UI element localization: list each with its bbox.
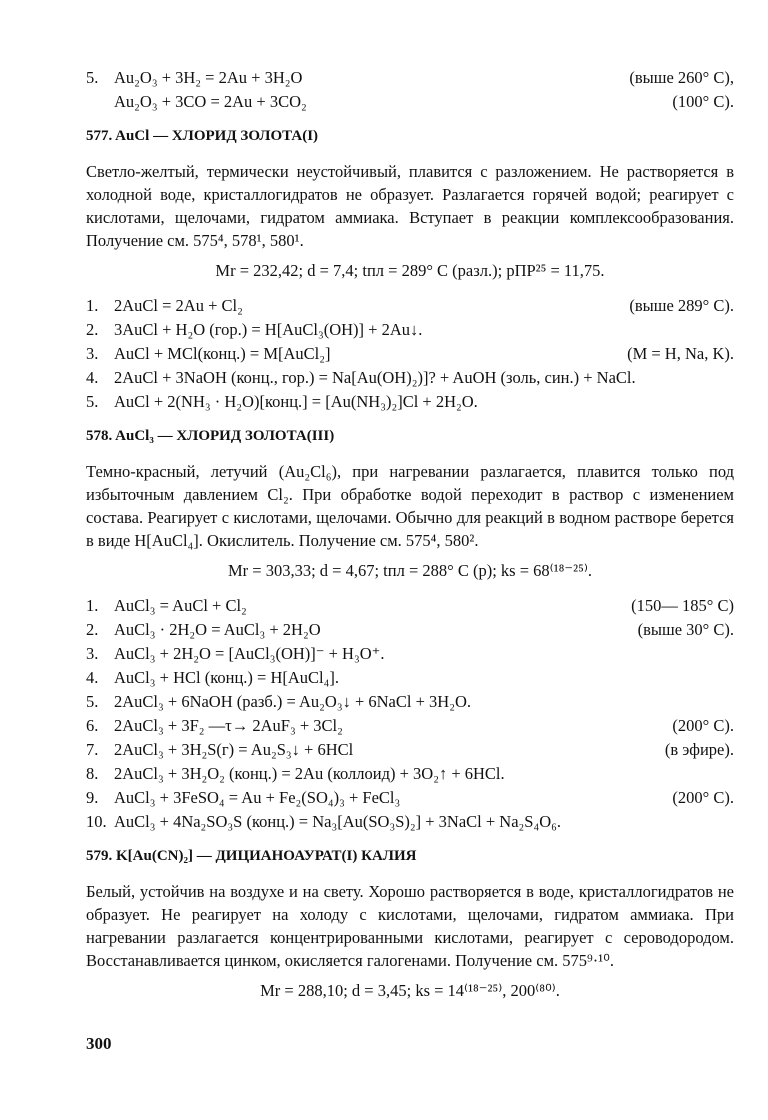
reaction-number: 1.	[86, 596, 99, 615]
reaction-line	[86, 786, 734, 810]
reaction-line	[86, 738, 734, 762]
reaction-line	[86, 714, 734, 738]
reaction-line	[86, 366, 734, 390]
reaction-number: 5.	[86, 692, 99, 711]
reaction-number: 5.	[86, 392, 99, 411]
section-properties: Mr = 288,10; d = 3,45; ks = 14⁽¹⁸⁻²⁵⁾, 200⁽⁸⁰⁾.	[260, 981, 560, 1000]
reaction-number: 4.	[86, 368, 99, 387]
reaction-equation: 3AuCl + H₂O (гор.) = H[AuCl₃(OH)] + 2Au↓.	[114, 320, 423, 339]
reaction-equation: AuCl₃ + HCl (конц.) = H[AuCl₄].	[114, 668, 339, 687]
reaction-condition: (выше 30° C).	[637, 620, 734, 639]
reaction-number: 6.	[86, 716, 99, 735]
reaction-condition: (200° C).	[672, 788, 734, 807]
section-heading: 577. AuCl — ХЛОРИД ЗОЛОТА(I)	[86, 128, 319, 144]
reaction-list	[86, 294, 734, 414]
page-content	[86, 66, 734, 1014]
reaction-list	[86, 594, 734, 834]
reaction-line	[86, 294, 734, 318]
reaction-condition: (выше 289° C).	[629, 296, 734, 315]
reaction-condition: (M = H, Na, K).	[627, 344, 734, 363]
section-577	[86, 126, 734, 414]
reaction-condition: (в эфире).	[664, 740, 734, 759]
reaction-number: 2.	[86, 620, 99, 639]
reaction-line	[86, 690, 734, 714]
section-description: Светло-желтый, термически неустойчивый, плавится с разложением. Не растворяется в холодной воде, кристаллогидратов не образует. Разлагается горячей водой; реагирует с кислотами, щелочами, гидратом аммиака. Вступает в реакции комплексообразования. Получение см. 575⁴, 578¹, 580¹.	[86, 162, 734, 250]
reaction-number: 2.	[86, 320, 99, 339]
reaction-equation: AuCl₃ · 2H₂O = AuCl₃ + 2H₂O	[114, 620, 321, 639]
reaction-equation: AuCl₃ = AuCl + Cl₂	[114, 596, 247, 615]
reaction-number: 5.	[86, 68, 99, 87]
section-578	[86, 426, 734, 834]
reaction-number: 10.	[86, 812, 107, 831]
reaction-line	[86, 810, 734, 834]
reaction-equation: AuCl₃ + 4Na₂SO₃S (конц.) = Na₃[Au(SO₃S)₂] + 3NaCl + Na₂S₄O₆.	[114, 812, 562, 831]
reaction-equation: Au₂O₃ + 3H₂ = 2Au + 3H₂O	[114, 68, 303, 87]
top-reactions	[86, 66, 734, 114]
reaction-equation: AuCl₃ + 3FeSO₄ = Au + Fe₂(SO₄)₃ + FeCl₃	[114, 788, 401, 807]
section-heading: 578. AuCl₃ — ХЛОРИД ЗОЛОТА(III)	[86, 428, 335, 444]
reaction-number: 1.	[86, 296, 99, 315]
reaction-number: 3.	[86, 344, 99, 363]
reaction-line	[86, 66, 734, 90]
section-properties: Mr = 232,42; d = 7,4; tпл = 289° C (разл.); pПP²⁵ = 11,75.	[215, 261, 605, 280]
reaction-condition: (выше 260° C),	[629, 68, 734, 87]
reaction-equation: Au₂O₃ + 3CO = 2Au + 3CO₂	[114, 92, 307, 111]
reaction-equation: 2AuCl₃ + 6NaOH (разб.) = Au₂O₃↓ + 6NaCl + 3H₂O.	[114, 692, 471, 711]
section-properties: Mr = 303,33; d = 4,67; tпл = 288° C (p); ks = 68⁽¹⁸⁻²⁵⁾.	[227, 561, 592, 580]
reaction-condition: (150— 185° C)	[631, 596, 734, 615]
section-579	[86, 846, 734, 1004]
reaction-equation: 2AuCl₃ + 3H₂S(г) = Au₂S₃↓ + 6HCl	[114, 740, 354, 759]
reaction-number: 3.	[86, 644, 99, 663]
section-heading: 579. K[Au(CN)₂] — ДИЦИАНОАУРАТ(I) КАЛИЯ	[86, 848, 417, 864]
section-description: Белый, устойчив на воздухе и на свету. Хорошо растворяется в воде, кристаллогидратов не образует. Не реагирует на холоду с кислотами, щелочами, гидратом аммиака. При нагревании разлагается концентрированными кислотами, реагирует с сероводородом. Восстанавливается цинком, окисляется галогенами. Получение см. 575⁹·¹⁰.	[86, 882, 734, 970]
reaction-equation: AuCl₃ + 2H₂O = [AuCl₃(OH)]⁻ + H₃O⁺.	[114, 644, 385, 663]
reaction-line	[86, 318, 734, 342]
reaction-number: 8.	[86, 764, 99, 783]
reaction-number: 7.	[86, 740, 99, 759]
reaction-line	[86, 90, 734, 114]
reaction-equation: 2AuCl₃ + 3F₂ —τ→ 2AuF₃ + 3Cl₂	[114, 716, 343, 735]
reaction-equation: AuCl + MCl(конц.) = M[AuCl₂]	[114, 344, 331, 363]
reaction-number: 4.	[86, 668, 99, 687]
section-description: Темно-красный, летучий (Au₂Cl₆), при нагревании разлагается, плавится только под избыточным давлением Cl₂. При обработке водой переходит в раствор с изменением состава. Реагирует с кислотами, щелочами. Обычно для реакций в водном растворе берется в виде H[AuCl₄]. Окислитель. Получение см. 575⁴, 580².	[86, 462, 734, 550]
reaction-line	[86, 618, 734, 642]
reaction-condition: (200° C).	[672, 716, 734, 735]
page-number: 300	[86, 1034, 112, 1053]
reaction-equation: 2AuCl = 2Au + Cl₂	[114, 296, 243, 315]
reaction-equation: 2AuCl + 3NaOH (конц., гор.) = Na[Au(OH)₂)]? + AuOH (золь, син.) + NaCl.	[114, 368, 636, 387]
reaction-equation: AuCl + 2(NH₃ · H₂O)[конц.] = [Au(NH₃)₂]Cl + 2H₂O.	[114, 392, 478, 411]
reaction-line	[86, 762, 734, 786]
reaction-condition: (100° C).	[672, 92, 734, 111]
reaction-line	[86, 642, 734, 666]
reaction-line	[86, 594, 734, 618]
reaction-line	[86, 390, 734, 414]
reaction-number: 9.	[86, 788, 99, 807]
reaction-line	[86, 666, 734, 690]
reaction-equation: 2AuCl₃ + 3H₂O₂ (конц.) = 2Au (коллоид) + 3O₂↑ + 6HCl.	[114, 764, 505, 783]
reaction-line	[86, 342, 734, 366]
